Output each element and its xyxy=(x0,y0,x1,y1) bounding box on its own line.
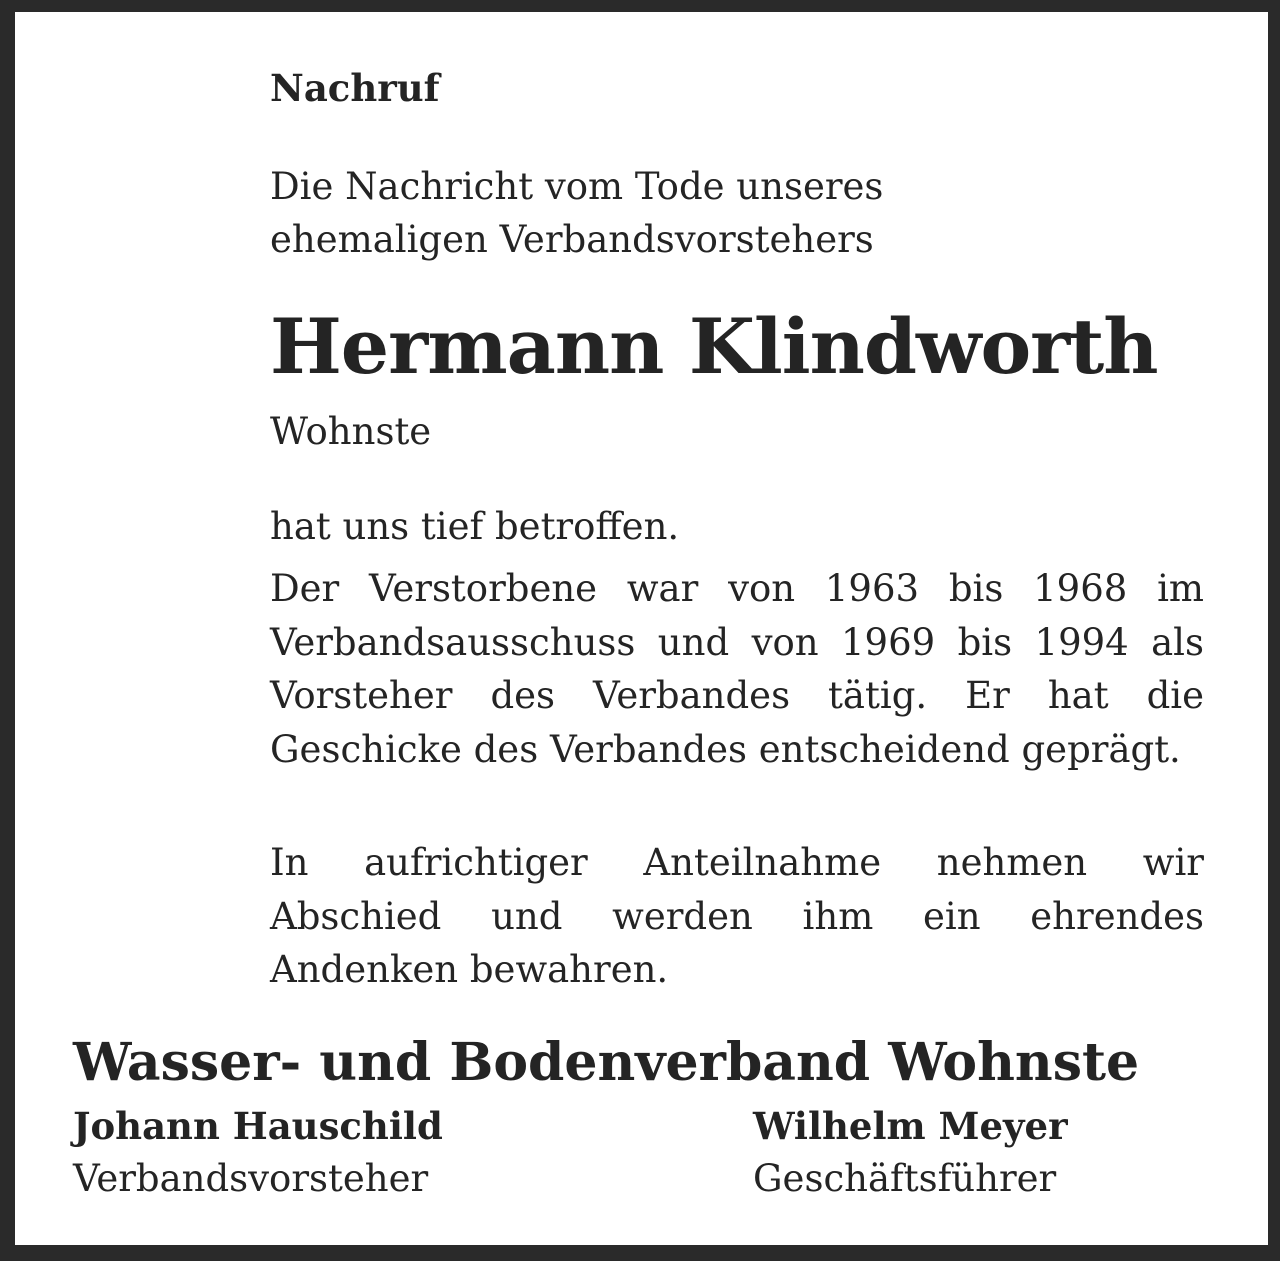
signatory xyxy=(73,1100,443,1206)
organization-name: Wasser- und Bodenverband Wohnste xyxy=(73,1032,1140,1093)
closing-paragraph: In aufrichtiger Anteilnahme nehmen wir Abschied und werden ihm ein ehrendes Andenken bewahren. xyxy=(270,841,1204,991)
condolence-paragraph: hat uns tief betroffen. xyxy=(270,505,680,548)
notice-heading: Nachruf xyxy=(270,66,440,110)
intro-line: Die Nachricht vom Tode unseres xyxy=(270,165,884,208)
deceased-location: Wohnste xyxy=(270,410,432,453)
signatory-role: Verbandsvorsteher xyxy=(73,1157,429,1200)
intro-line: ehemaligen Verbandsvorstehers xyxy=(270,218,874,261)
signatory-name: Wilhelm Meyer xyxy=(753,1104,1068,1148)
biography-paragraph: Der Verstorbene war von 1963 bis 1968 im Verbandsausschuss und von 1969 bis 1994 als Vorsteher des Verbandes tätig. Er hat die Geschicke des Verbandes entscheidend geprägt. xyxy=(270,567,1204,771)
intro-text xyxy=(270,160,1204,266)
deceased-name: Hermann Klindworth xyxy=(270,302,1158,391)
signatory-role: Geschäftsführer xyxy=(753,1157,1057,1200)
signatory-name: Johann Hauschild xyxy=(73,1104,443,1148)
signatory xyxy=(753,1100,1068,1206)
